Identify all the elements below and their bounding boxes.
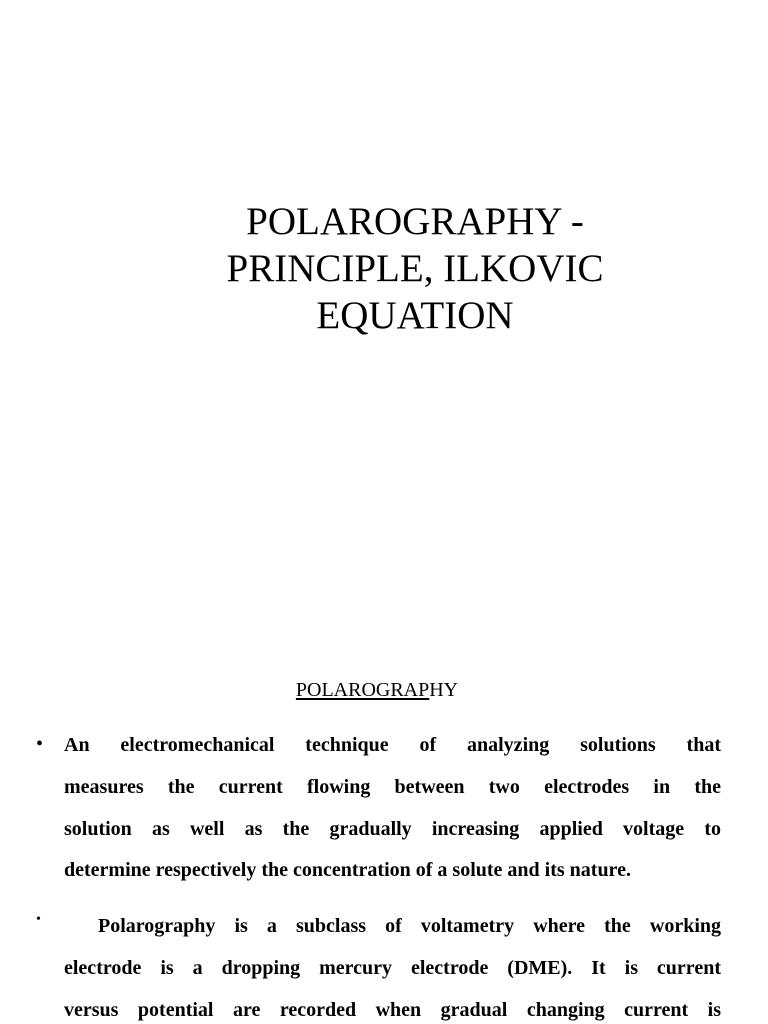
slide-title-line-2: PRINCIPLE, ILKOVIC — [226, 247, 604, 290]
bullet-1-line-2: measures the current flowing between two electrodes in the — [64, 776, 721, 798]
bullet-2-line-1: Polarography is a subclass of voltametry where the working — [98, 915, 721, 937]
section-heading-rest: HY — [429, 679, 459, 701]
bullet-marker: • — [36, 912, 41, 927]
slide-title-line-3: EQUATION — [316, 294, 514, 337]
section-heading-underlined: POLAROGRAP — [295, 679, 430, 701]
bullet-marker: • — [36, 733, 44, 755]
bullet-2-line-3: versus potential are recorded when gradual changing current is — [64, 999, 721, 1021]
bullet-2-line-2: electrode is a dropping mercury electrode (DME). It is current — [64, 957, 721, 979]
slide-title-line-1: POLAROGRAPHY - — [246, 200, 584, 243]
bullet-1-line-1: An electromechanical technique of analyzing solutions that — [64, 734, 721, 756]
bullet-1-line-4: determine respectively the concentration of a solute and its nature. — [64, 859, 631, 881]
bullet-1-line-3: solution as well as the gradually increasing applied voltage to — [64, 818, 721, 840]
